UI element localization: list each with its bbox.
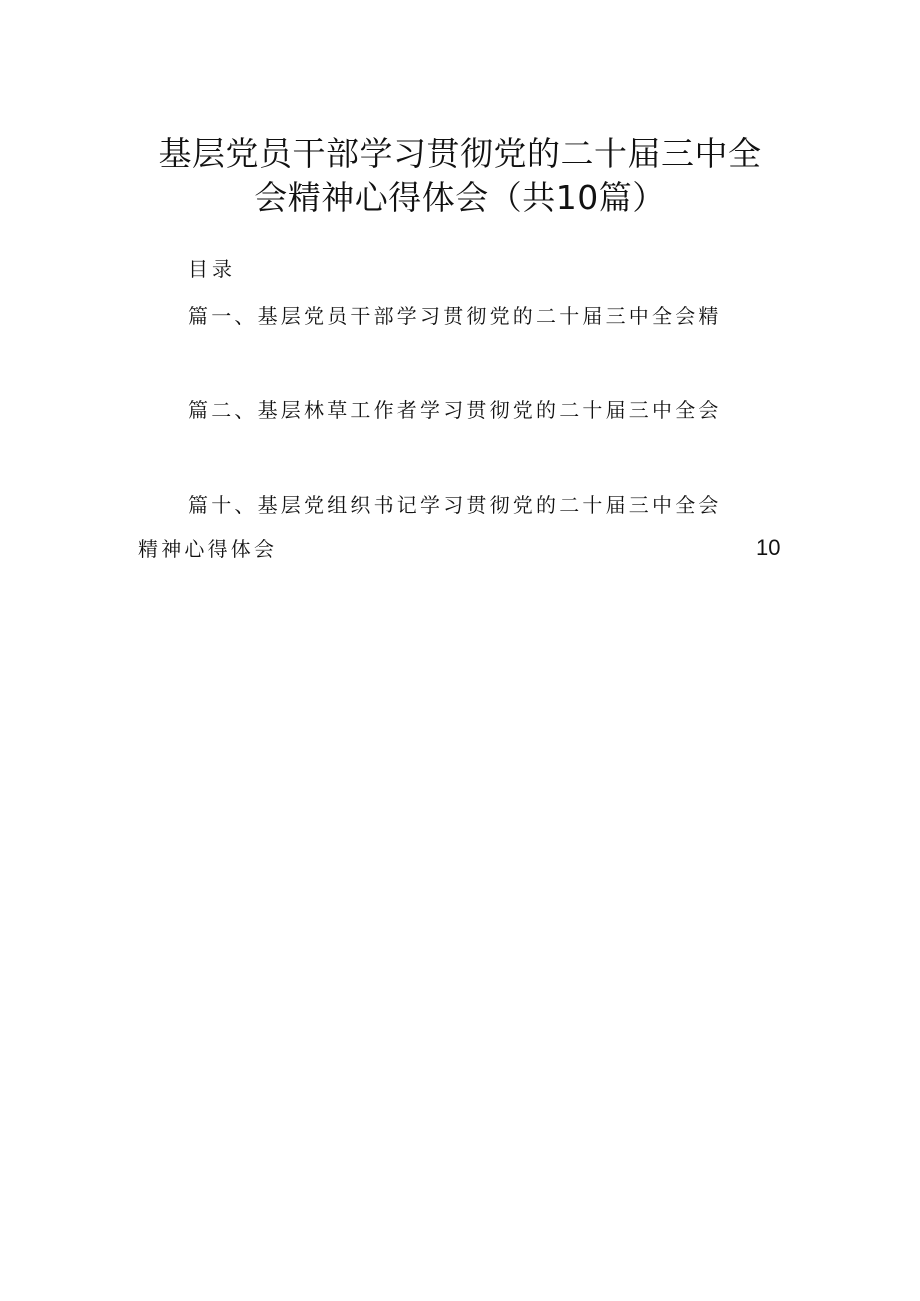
- toc-entry-2[interactable]: 篇二、基层林草工作者学习贯彻党的二十届三中全会: [188, 398, 722, 422]
- document-title: [0, 132, 920, 220]
- document-title-line-2: 会精神心得体会（共10篇）: [254, 178, 666, 217]
- toc-entry-10-line-2[interactable]: 精神心得体会: [138, 537, 278, 561]
- toc-heading: 目录: [188, 257, 236, 281]
- document-title-line-1: 基层党员干部学习贯彻党的二十届三中全: [158, 134, 762, 173]
- toc-entry-10-line-1[interactable]: 篇十、基层党组织书记学习贯彻党的二十届三中全会: [188, 493, 722, 517]
- toc-entry-10-page-number: 10: [756, 535, 781, 560]
- toc-entry-1[interactable]: 篇一、基层党员干部学习贯彻党的二十届三中全会精: [188, 304, 722, 328]
